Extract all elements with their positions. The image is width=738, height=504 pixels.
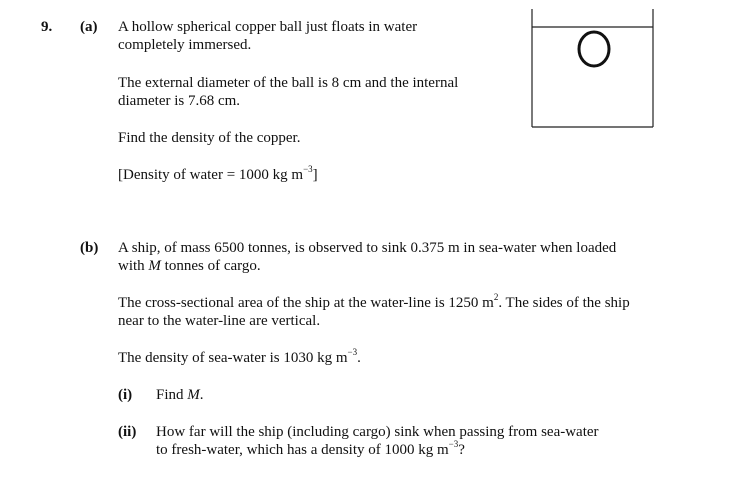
sub-ii-exponent: −3 [448,439,459,449]
part-a-diameters-line2: diameter is 7.68 cm. [118,93,241,109]
part-b-intro [118,239,678,275]
part-b-area-prefix: The cross-sectional area of the ship at the water-line is 1250 m [118,295,494,311]
sub-i-suffix: . [199,387,204,403]
sub-ii-suffix: ? [458,442,465,458]
copper-ball [579,32,609,66]
sub-i-text [156,386,204,404]
variable-m: M [148,258,161,274]
sub-ii-text [156,423,696,459]
part-b-area [118,294,678,330]
part-b-intro-line2 [118,257,678,275]
sub-ii-label: (ii) [118,424,137,440]
part-a-line2: completely immersed. [118,37,252,53]
sub-ii-line2 [156,441,696,459]
part-a-label: (a) [80,19,98,35]
part-b-area-exponent: 2 [493,292,499,302]
part-b-area-line1 [118,294,678,312]
part-b-density-suffix: . [357,350,361,366]
part-b-area-line2: near to the water-line are vertical. [118,313,321,329]
part-a-diameters-line1: The external diameter of the ball is 8 cm and the internal [118,75,459,91]
ball-in-water-diagram [531,9,655,129]
part-a-task: Find the density of the copper. [118,130,301,146]
part-b-intro-line2-prefix: with [118,258,149,274]
part-b-label: (b) [80,240,99,256]
sub-i-label: (i) [118,387,133,403]
sub-i-prefix: Find [156,387,188,403]
sub-i-variable-m: M [187,387,200,403]
sub-ii-line2-prefix: to fresh-water, which has a density of 1000 kg m [156,442,449,458]
part-a-given [118,166,678,184]
sub-ii-line1: How far will the ship (including cargo) sink when passing from sea-water [156,424,599,440]
part-a-given-suffix: ] [312,167,318,183]
part-b-density-prefix: The density of sea-water is 1030 kg m [118,350,348,366]
part-a-line1: A hollow spherical copper ball just floats in water [118,19,418,35]
part-b-density [118,349,678,367]
part-a-given-prefix: [Density of water = 1000 kg m [118,167,304,183]
part-b-intro-line1: A ship, of mass 6500 tonnes, is observed to sink 0.375 m in sea-water when loaded [118,240,617,256]
part-b-intro-line2-suffix: tonnes of cargo. [160,258,261,274]
question-number: 9. [41,19,53,35]
part-b-density-exponent: −3 [347,347,358,357]
part-a-given-exponent: −3 [303,164,313,174]
part-b-area-suffix: . The sides of the ship [498,295,630,311]
